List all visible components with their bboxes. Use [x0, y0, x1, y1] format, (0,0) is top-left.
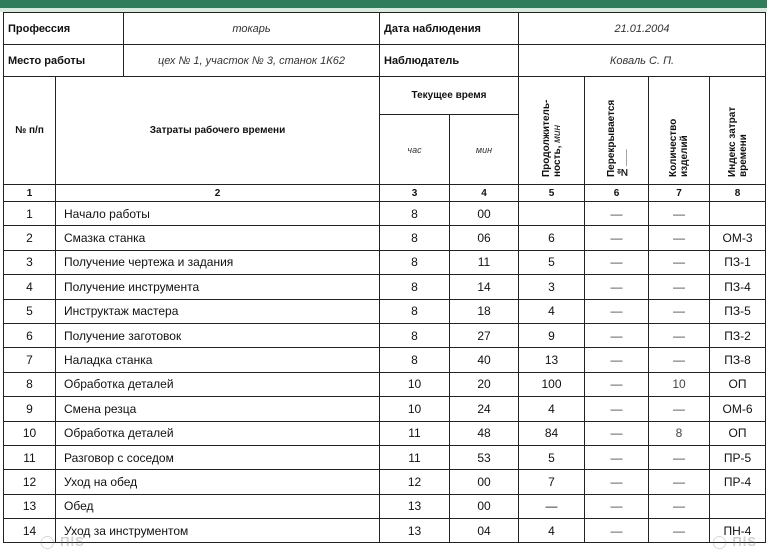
- row-hours: 8: [380, 348, 450, 372]
- header-row-2: [4, 45, 766, 77]
- column-number: 3: [380, 185, 450, 202]
- row-duration: 4: [519, 299, 585, 323]
- row-index: ПЗ-5: [710, 299, 766, 323]
- row-overlap: —: [585, 250, 649, 274]
- profession-label: Профессия: [4, 13, 124, 45]
- top-accent-bar: [0, 0, 767, 12]
- row-index: ОМ-6: [710, 397, 766, 421]
- row-number: 9: [4, 397, 56, 421]
- row-minutes: 00: [450, 470, 519, 494]
- row-hours: 8: [380, 202, 450, 226]
- row-index: ОП: [710, 421, 766, 445]
- observer-value: Коваль С. П.: [519, 45, 766, 77]
- row-hours: 8: [380, 299, 450, 323]
- row-minutes: 27: [450, 323, 519, 347]
- row-index: ПН-4: [710, 519, 766, 543]
- row-index: ПЗ-4: [710, 275, 766, 299]
- table-row: [4, 323, 766, 347]
- row-minutes: 20: [450, 372, 519, 396]
- col-overlap-header: [585, 77, 649, 185]
- row-index: ОМ-3: [710, 226, 766, 250]
- column-header-row-1: [4, 77, 766, 115]
- row-duration: 4: [519, 397, 585, 421]
- row-number: 5: [4, 299, 56, 323]
- workplace-label: Место работы: [4, 45, 124, 77]
- row-duration: 4: [519, 519, 585, 543]
- row-minutes: 53: [450, 445, 519, 469]
- col-index-label: Индекс затрат времени: [726, 106, 749, 177]
- row-name: Обед: [56, 494, 380, 518]
- row-minutes: 14: [450, 275, 519, 299]
- col-costs-header: Затраты рабочего времени: [56, 77, 380, 185]
- row-number: 14: [4, 519, 56, 543]
- row-hours: 13: [380, 494, 450, 518]
- row-overlap: —: [585, 494, 649, 518]
- row-quantity: —: [649, 250, 710, 274]
- column-number: 4: [450, 185, 519, 202]
- table-row: [4, 250, 766, 274]
- col-index-header: [710, 77, 766, 185]
- row-quantity: —: [649, 299, 710, 323]
- col-duration-unit: мин: [551, 124, 563, 143]
- row-quantity: —: [649, 397, 710, 421]
- row-duration: 9: [519, 323, 585, 347]
- row-quantity: —: [649, 348, 710, 372]
- row-minutes: 24: [450, 397, 519, 421]
- row-minutes: 18: [450, 299, 519, 323]
- row-overlap: —: [585, 323, 649, 347]
- observer-label: Наблюдатель: [380, 45, 519, 77]
- row-overlap: —: [585, 519, 649, 543]
- row-hours: 8: [380, 250, 450, 274]
- row-quantity: 8: [649, 421, 710, 445]
- row-name: Обработка деталей: [56, 421, 380, 445]
- row-duration: 100: [519, 372, 585, 396]
- col-overlap-label: Перекрывается №___: [605, 99, 628, 177]
- row-minutes: 40: [450, 348, 519, 372]
- row-overlap: —: [585, 372, 649, 396]
- col-num-header: № п/п: [4, 77, 56, 185]
- row-index: [710, 202, 766, 226]
- row-name: Получение чертежа и задания: [56, 250, 380, 274]
- table-row: [4, 372, 766, 396]
- table-row: [4, 494, 766, 518]
- row-number: 11: [4, 445, 56, 469]
- row-number: 12: [4, 470, 56, 494]
- row-overlap: —: [585, 226, 649, 250]
- row-duration: 6: [519, 226, 585, 250]
- row-name: Смена резца: [56, 397, 380, 421]
- row-minutes: 00: [450, 494, 519, 518]
- row-number: 4: [4, 275, 56, 299]
- row-overlap: —: [585, 299, 649, 323]
- table-row: [4, 445, 766, 469]
- row-hours: 8: [380, 226, 450, 250]
- row-name: Начало работы: [56, 202, 380, 226]
- column-number: 1: [4, 185, 56, 202]
- row-minutes: 11: [450, 250, 519, 274]
- row-quantity: —: [649, 323, 710, 347]
- col-hours-header: час: [380, 115, 450, 185]
- row-number: 3: [4, 250, 56, 274]
- row-number: 10: [4, 421, 56, 445]
- row-duration: 84: [519, 421, 585, 445]
- row-name: Уход на обед: [56, 470, 380, 494]
- row-minutes: 00: [450, 202, 519, 226]
- timing-sheet-table: [3, 12, 766, 543]
- col-quantity-header: [649, 77, 710, 185]
- col-duration-label: Продолжитель-ность,: [540, 99, 563, 177]
- table-row: [4, 470, 766, 494]
- row-hours: 13: [380, 519, 450, 543]
- row-duration: 5: [519, 250, 585, 274]
- row-quantity: 10: [649, 372, 710, 396]
- row-minutes: 48: [450, 421, 519, 445]
- row-index: ПР-4: [710, 470, 766, 494]
- row-overlap: —: [585, 202, 649, 226]
- col-quantity-label: Количество изделий: [668, 118, 690, 177]
- table-row: [4, 397, 766, 421]
- row-overlap: —: [585, 275, 649, 299]
- row-hours: 10: [380, 372, 450, 396]
- row-duration: —: [519, 494, 585, 518]
- table-row: [4, 421, 766, 445]
- table-row: [4, 299, 766, 323]
- row-name: Разговор с соседом: [56, 445, 380, 469]
- row-number: 6: [4, 323, 56, 347]
- row-index: ПЗ-2: [710, 323, 766, 347]
- table-row: [4, 226, 766, 250]
- row-name: Наладка станка: [56, 348, 380, 372]
- row-overlap: —: [585, 445, 649, 469]
- row-index: ПЗ-1: [710, 250, 766, 274]
- workplace-value: цех № 1, участок № 3, станок 1К62: [124, 45, 380, 77]
- row-number: 13: [4, 494, 56, 518]
- date-value: 21.01.2004: [519, 13, 766, 45]
- date-label: Дата наблюдения: [380, 13, 519, 45]
- row-hours: 11: [380, 445, 450, 469]
- column-number: 6: [585, 185, 649, 202]
- row-minutes: 06: [450, 226, 519, 250]
- row-quantity: —: [649, 519, 710, 543]
- row-index: ПР-5: [710, 445, 766, 469]
- row-hours: 8: [380, 275, 450, 299]
- row-hours: 8: [380, 323, 450, 347]
- row-quantity: —: [649, 445, 710, 469]
- row-overlap: —: [585, 470, 649, 494]
- header-row-1: [4, 13, 766, 45]
- column-number: 8: [710, 185, 766, 202]
- row-name: Смазка станка: [56, 226, 380, 250]
- row-number: 2: [4, 226, 56, 250]
- col-duration-header: [519, 77, 585, 185]
- row-index: [710, 494, 766, 518]
- row-overlap: —: [585, 397, 649, 421]
- table-row: [4, 348, 766, 372]
- row-overlap: —: [585, 348, 649, 372]
- row-number: 7: [4, 348, 56, 372]
- row-name: Обработка деталей: [56, 372, 380, 396]
- table-row: [4, 275, 766, 299]
- row-minutes: 04: [450, 519, 519, 543]
- row-number: 8: [4, 372, 56, 396]
- col-minutes-header: мин: [450, 115, 519, 185]
- row-index: ПЗ-8: [710, 348, 766, 372]
- row-name: Получение инструмента: [56, 275, 380, 299]
- table-row: [4, 202, 766, 226]
- row-hours: 10: [380, 397, 450, 421]
- row-duration: [519, 202, 585, 226]
- row-duration: 13: [519, 348, 585, 372]
- row-quantity: —: [649, 470, 710, 494]
- column-number-row: [4, 185, 766, 202]
- row-quantity: —: [649, 494, 710, 518]
- row-quantity: —: [649, 275, 710, 299]
- watermark-right: ◯ ΠlS: [712, 534, 757, 549]
- row-duration: 7: [519, 470, 585, 494]
- table-row: [4, 519, 766, 543]
- table-body: [4, 202, 766, 543]
- row-number: 1: [4, 202, 56, 226]
- row-hours: 11: [380, 421, 450, 445]
- row-name: Получение заготовок: [56, 323, 380, 347]
- profession-value: токарь: [124, 13, 380, 45]
- row-quantity: —: [649, 226, 710, 250]
- row-name: Уход за инструментом: [56, 519, 380, 543]
- column-number: 2: [56, 185, 380, 202]
- column-number: 5: [519, 185, 585, 202]
- row-quantity: —: [649, 202, 710, 226]
- column-number: 7: [649, 185, 710, 202]
- row-overlap: —: [585, 421, 649, 445]
- watermark-left: ◯ ΠlS: [40, 534, 85, 549]
- row-hours: 12: [380, 470, 450, 494]
- row-name: Инструктаж мастера: [56, 299, 380, 323]
- col-current-time-header: Текущее время: [380, 77, 519, 115]
- row-duration: 5: [519, 445, 585, 469]
- row-duration: 3: [519, 275, 585, 299]
- row-index: ОП: [710, 372, 766, 396]
